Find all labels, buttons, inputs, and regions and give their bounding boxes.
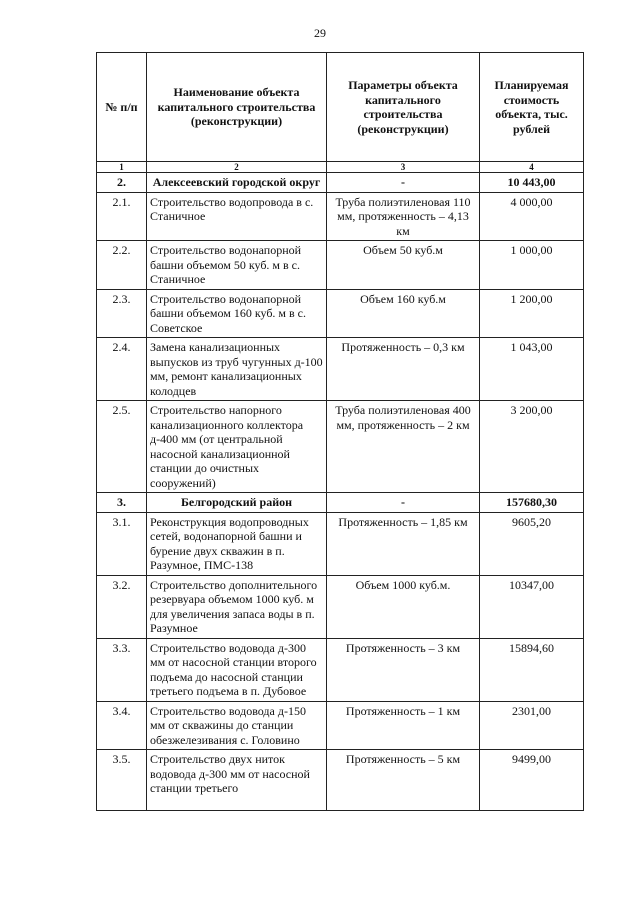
- row-num: 2.4.: [97, 338, 147, 401]
- row-cost: 1 043,00: [480, 338, 584, 401]
- row-params: Труба полиэтиленовая 400 мм, протяженность – 2 км: [327, 401, 480, 493]
- header-name: Наименование объекта капитального строительства (реконструкции): [147, 53, 327, 162]
- row-params: Протяженность – 0,3 км: [327, 338, 480, 401]
- column-number-row: [97, 162, 584, 173]
- capital-construction-table: [96, 52, 584, 811]
- row-cost: 10347,00: [480, 575, 584, 638]
- header-row: [97, 53, 584, 162]
- row-name: Алексеевский городской округ: [147, 173, 327, 193]
- row-num: 2.3.: [97, 289, 147, 338]
- row-params: Объем 50 куб.м: [327, 241, 480, 290]
- row-name: Строительство водонапорной башни объемом 50 куб. м в с. Станичное: [147, 241, 327, 290]
- table-row: [97, 575, 584, 638]
- header-num: № п/п: [97, 53, 147, 162]
- row-params: Протяженность – 1,85 км: [327, 512, 480, 575]
- row-params: Протяженность – 5 км: [327, 750, 480, 811]
- table-row: [97, 338, 584, 401]
- row-name: Строительство водонапорной башни объемом 160 куб. м в с. Советское: [147, 289, 327, 338]
- row-params: -: [327, 493, 480, 513]
- row-name: Реконструкция водопроводных сетей, водонапорной башни и бурение двух скважин в п. Разумное, ПМС-138: [147, 512, 327, 575]
- row-cost: 3 200,00: [480, 401, 584, 493]
- row-params: Труба полиэтиленовая 110 мм, протяженность – 4,13 км: [327, 192, 480, 241]
- row-name: Строительство водопровода в с. Станичное: [147, 192, 327, 241]
- row-cost: 157680,30: [480, 493, 584, 513]
- row-cost: 1 200,00: [480, 289, 584, 338]
- section-row: [97, 493, 584, 513]
- table-row: [97, 289, 584, 338]
- row-name: Белгородский район: [147, 493, 327, 513]
- row-params: -: [327, 173, 480, 193]
- row-num: 3.5.: [97, 750, 147, 811]
- table-row: [97, 638, 584, 701]
- row-cost: 1 000,00: [480, 241, 584, 290]
- table-row: [97, 750, 584, 811]
- row-cost: 2301,00: [480, 701, 584, 750]
- row-num: 2.2.: [97, 241, 147, 290]
- row-params: Объем 160 куб.м: [327, 289, 480, 338]
- row-num: 3.3.: [97, 638, 147, 701]
- header-cost: Планируемая стоимость объекта, тыс. рублей: [480, 53, 584, 162]
- table-row: [97, 701, 584, 750]
- table-row: [97, 401, 584, 493]
- row-name: Строительство дополнительного резервуара объемом 1000 куб. м для увеличения запаса воды в п. Разумное: [147, 575, 327, 638]
- row-name: Замена канализационных выпусков из труб чугунных д-100 мм, ремонт канализационных колодцев: [147, 338, 327, 401]
- table-row: [97, 241, 584, 290]
- row-params: Объем 1000 куб.м.: [327, 575, 480, 638]
- row-num: 2.1.: [97, 192, 147, 241]
- row-num: 3.4.: [97, 701, 147, 750]
- page-number: 29: [314, 26, 326, 40]
- row-num: 2.5.: [97, 401, 147, 493]
- table-row: [97, 192, 584, 241]
- row-name: Строительство водовода д-300 мм от насосной станции второго подъема до насосной станции третьего подъема в п. Дубовое: [147, 638, 327, 701]
- row-num: 3.1.: [97, 512, 147, 575]
- column-number: 4: [480, 162, 584, 173]
- column-number: 1: [97, 162, 147, 173]
- row-cost: 4 000,00: [480, 192, 584, 241]
- row-name: Строительство водовода д-150 мм от скважины до станции обезжелезивания с. Головино: [147, 701, 327, 750]
- row-params: Протяженность – 3 км: [327, 638, 480, 701]
- row-name: Строительство напорного канализационного коллектора д-400 мм (от центральной насосной канализационной станции до очистных сооружений): [147, 401, 327, 493]
- row-cost: 9499,00: [480, 750, 584, 811]
- row-cost: 10 443,00: [480, 173, 584, 193]
- row-params: Протяженность – 1 км: [327, 701, 480, 750]
- column-number: 3: [327, 162, 480, 173]
- header-params: Параметры объекта капитального строительства (реконструкции): [327, 53, 480, 162]
- row-cost: 15894,60: [480, 638, 584, 701]
- row-name: Строительство двух ниток водовода д-300 мм от насосной станции третьего: [147, 750, 327, 811]
- row-cost: 9605,20: [480, 512, 584, 575]
- column-number: 2: [147, 162, 327, 173]
- row-num: 3.: [97, 493, 147, 513]
- row-num: 2.: [97, 173, 147, 193]
- section-row: [97, 173, 584, 193]
- row-num: 3.2.: [97, 575, 147, 638]
- table-row: [97, 512, 584, 575]
